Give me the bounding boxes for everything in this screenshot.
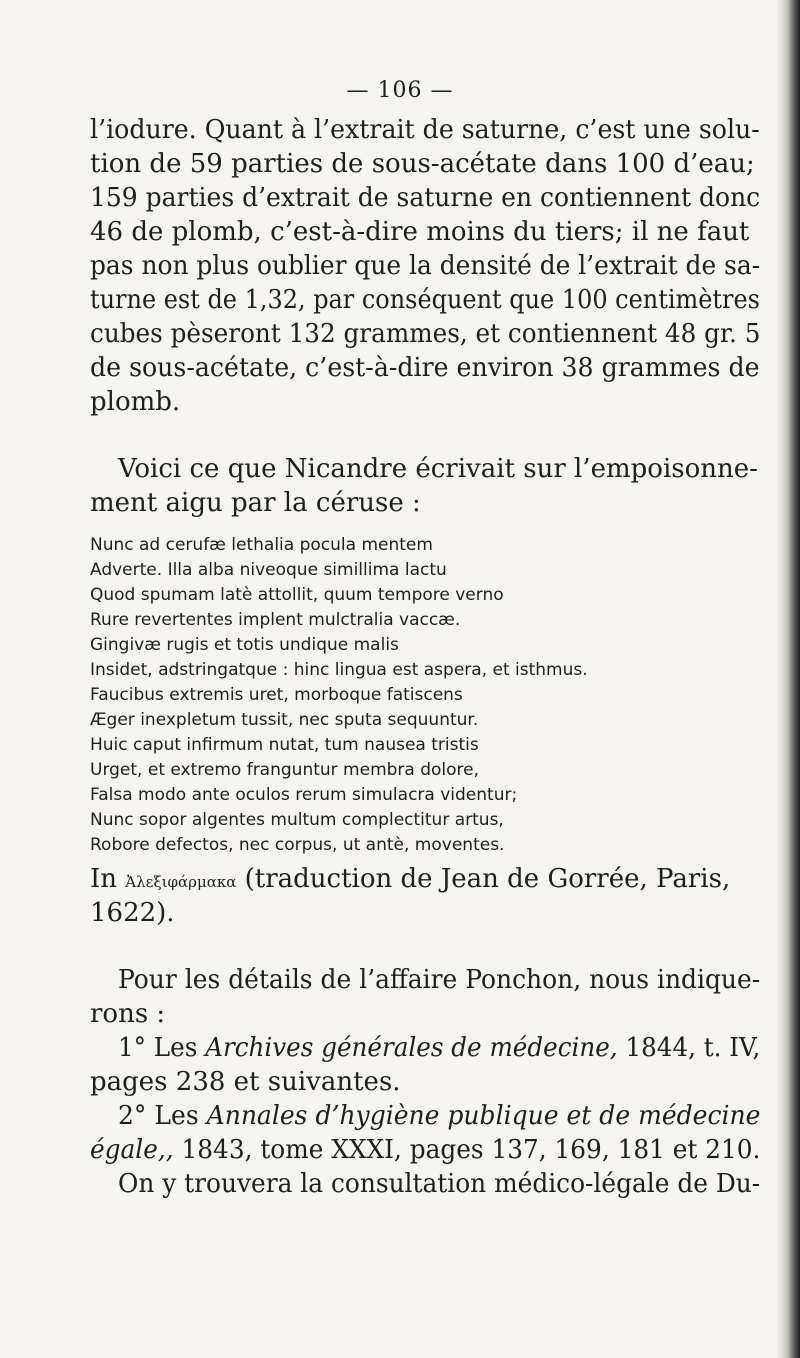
quote-line: Faucibus extremis uret, morboque fatiscens: [90, 685, 463, 705]
text-line: plomb.: [90, 387, 181, 417]
ref1-title: Archives générales de médecine,: [205, 1033, 618, 1063]
text-line: 46 de plomb, c’est-à-dire moins du tiers; il ne faut: [90, 217, 750, 247]
quote-line: Nunc sopor algentes multum complectitur artus,: [90, 810, 504, 830]
text-line: Voici ce que Nicandre écrivait sur l’empoisonne-: [118, 454, 758, 484]
text-line: 159 parties d’extrait de saturne en contiennent donc: [90, 183, 761, 213]
ref2-details: 1843, tome XXXI, pages 137, 169, 181 et 210.: [181, 1135, 761, 1165]
ref1-details: 1844, t. IV,: [625, 1033, 761, 1063]
citation-line: [90, 862, 730, 899]
quote-line: Huic caput infirmum nutat, tum nausea tristis: [90, 735, 479, 755]
text-line: Pour les détails de l’affaire Ponchon, nous indique-: [118, 965, 761, 995]
quote-line: Adverte. Illa alba niveoque simillima lactu: [90, 560, 447, 580]
text-line: cubes pèseront 132 grammes, et contiennent 48 gr. 5: [90, 319, 761, 349]
text-line: de sous-acétate, c’est-à-dire environ 38 grammes de: [90, 353, 760, 383]
ref1-number: 1° Les: [118, 1033, 198, 1063]
reference-1: [118, 1031, 760, 1065]
reference-1-line-2: pages 238 et suivantes.: [90, 1067, 401, 1097]
quote-line: Falsa modo ante oculos rerum simulacra videntur;: [90, 785, 518, 805]
quote-line: Æger inexpletum tussit, nec sputa sequuntur.: [90, 710, 479, 730]
text-line: turne est de 1,32, par conséquent que 100 centimètres: [90, 285, 760, 315]
quote-line: Quod spumam latè attollit, quum tempore verno: [90, 585, 504, 605]
reference-2: [118, 1099, 760, 1133]
citation-prefix: In: [90, 864, 118, 894]
page-number: — 106 —: [346, 78, 454, 103]
reference-2-line-2: [90, 1133, 760, 1167]
text-line: pas non plus oublier que la densité de l’extrait de sa-: [90, 251, 761, 281]
quote-line: Rure revertentes implent mulctralia vaccæ.: [90, 610, 461, 630]
text-line: tion de 59 parties de sous-acétate dans 100 d’eau;: [90, 149, 755, 179]
quote-line: Gingivæ rugis et totis undique malis: [90, 635, 399, 655]
quote-line: Insidet, adstringatque : hinc lingua est aspera, et isthmus.: [90, 660, 588, 680]
reference-2-line-3: On y trouvera la consultation médico-légale de Du-: [118, 1169, 761, 1199]
text-line: rons :: [90, 999, 166, 1029]
quote-line: Robore defectos, nec corpus, ut antè, moventes.: [90, 835, 505, 855]
ref2-title: Annales d’hygiène publique et de médecine: [206, 1101, 761, 1131]
page-edge-shadow: [778, 0, 800, 1358]
citation-suffix: (traduction de Jean de Gorrée, Paris,: [244, 864, 731, 894]
citation-line-2: 1622).: [90, 898, 175, 928]
text-line: ment aigu par la céruse :: [90, 488, 421, 518]
text-line: l’iodure. Quant à l’extrait de saturne, c’est une solu-: [90, 115, 760, 145]
citation-greek-title: Ἀλεξιφάρμακα: [125, 873, 237, 891]
quote-line: Nunc ad cerufæ lethalia pocula mentem: [90, 535, 433, 555]
ref2-number: 2° Les: [118, 1101, 199, 1131]
ref2-title-cont: égale,,: [90, 1135, 174, 1165]
quote-line: Urget, et extremo franguntur membra dolore,: [90, 760, 480, 780]
